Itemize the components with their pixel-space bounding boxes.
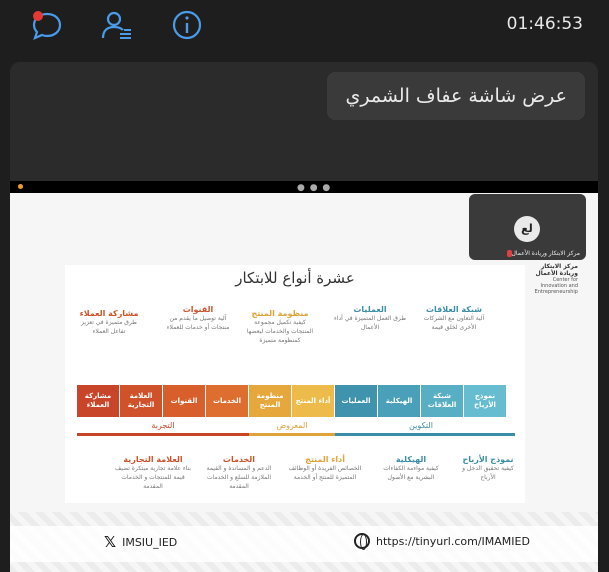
cat-services: الخدمات: [206, 385, 249, 417]
group-configuration: التكوين: [409, 421, 433, 430]
info-icon[interactable]: [170, 8, 204, 42]
cat-structure: الهيكلية: [378, 385, 421, 417]
cat-product-performance: أداء المنتج: [292, 385, 335, 417]
cat-brand: العلامة التجارية: [120, 385, 163, 417]
bottom-block-services: الخدمات الدعم و المساندة و القيمة الملازمة للسلع و الخدمات المقدمة: [206, 455, 272, 490]
top-block-network: شبكة العلاقات آلية التعاون مع الشركات الأخرى لخلق قيمة: [423, 305, 485, 331]
cat-customer-engagement: مشاركة العملاء: [77, 385, 120, 417]
recording-dot-icon: [18, 184, 23, 189]
innovation-types-diagram: [65, 265, 525, 503]
group-experience: التجربة: [151, 421, 175, 430]
slide-title: عشرة أنواع للابتكار: [235, 269, 355, 287]
call-timer: 01:46:53: [506, 14, 583, 34]
more-options-icon[interactable]: ● ● ●: [297, 183, 332, 193]
screen-share-label: عرض شاشة عفاف الشمري: [327, 72, 585, 120]
group-offering: المعروض: [276, 421, 308, 430]
group-experience-line: [77, 433, 249, 436]
group-configuration-line: [335, 433, 515, 436]
participant-tile[interactable]: [469, 194, 586, 260]
bottom-block-structure: الهيكلية كيفية مواءمة الكفاءات البشرية مع الأصول: [383, 455, 439, 481]
cat-product-system: منظومة المنتج: [249, 385, 292, 417]
avatar: لع: [514, 216, 540, 242]
social-bar: [10, 526, 598, 562]
top-block-product-system: منظومة المنتج كيفية تكميل مجموعة المنتجات والخدمات لبعضها كمنظومة متميزة: [246, 309, 314, 344]
social-x: 𝕏 IMSIU_IED: [104, 533, 178, 551]
top-block-channels: القنوات آلية توصيل ما يقدم من منتجات أو خدمات للعملاء: [166, 305, 230, 331]
cat-network: شبكة العلاقات: [421, 385, 464, 417]
participants-icon[interactable]: [100, 8, 134, 42]
group-offering-line: [249, 433, 335, 436]
globe-icon: [354, 533, 370, 549]
x-logo-icon: 𝕏: [104, 533, 117, 551]
center-logo: مركز الابتكار وريادة الأعمال Center for Innovation and Entrepreneurship: [534, 263, 578, 295]
social-url: https://tinyurl.com/IMAMIED: [354, 533, 530, 549]
cat-processes: العمليات: [335, 385, 378, 417]
category-row: [77, 385, 507, 417]
top-block-processes: العمليات طرق العمل المتميزة في أداء الأعمال: [334, 305, 406, 331]
top-block-customer-engagement: مشاركة العملاء طرق متميزة في تعزيز تفاعل العملاء: [79, 309, 139, 335]
cat-channels: القنوات: [163, 385, 206, 417]
cat-profit-model: نموذج الأرباح: [464, 385, 507, 417]
top-toolbar: [0, 0, 609, 52]
bottom-block-profit-model: نموذج الأرباح كيفية تحقيق الدخل و الأرباح: [462, 455, 514, 481]
chat-icon[interactable]: [30, 8, 64, 42]
participant-name: مركز الابتكار وريادة الأعمال: [504, 250, 580, 257]
bottom-block-brand: العلامة التجارية بناء علامة تجارية مبتكرة تضيف قيمة للمنتجات و الخدمات المقدمة: [114, 455, 191, 490]
bottom-block-product-performance: أداء المنتج الخصائص الفريدة أو الوظائف المتميزة للمنتج أو الخدمة: [288, 455, 362, 481]
